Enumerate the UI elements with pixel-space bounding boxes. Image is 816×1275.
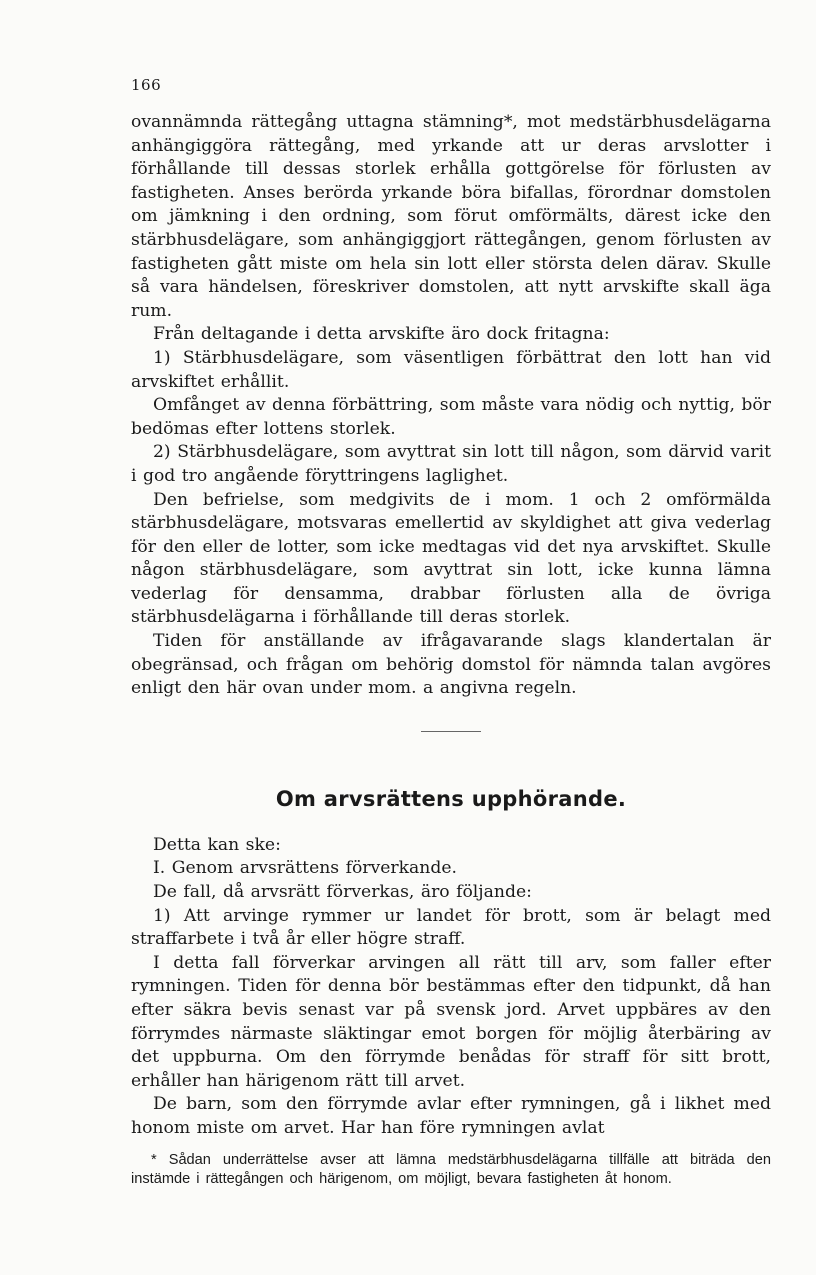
page-number: 166 xyxy=(131,76,162,94)
paragraph: 1) Att arvinge rymmer ur landet för brott, som är belagt med straffarbete i två år eller högre straff. xyxy=(131,905,771,950)
paragraph: ovannämnda rättegång uttagna stämning*, mot medstärbhusdelägarna anhängiggöra rättegång, med yrkande att ur deras arvslotter i förhållande till dessas storlek erhålla gottgörelse för förlusten av fastigheten. Anses berörda yrkande böra bifallas, förordnar domstolen om jämkning i den ordning, som förut omförmälts, därest icke den stärbhusdelägare, som anhängiggjort rättegången, genom förlusten av fastigheten gått miste om hela sin lott eller största delen därav. Skulle så vara händelsen, föreskriver domstolen, att nytt arvskifte skall äga rum. xyxy=(131,112,771,321)
paragraph: Tiden för anställande av ifrågavarande slags klandertalan är obegränsad, och frågan om behörig domstol för nämnda talan avgöres enligt den här ovan under mom. a angivna regeln. xyxy=(131,631,771,699)
paragraph: De fall, då arvsrätt förverkas, äro följande: xyxy=(153,882,532,903)
paragraph: Detta kan ske: xyxy=(153,834,281,855)
document-page xyxy=(131,76,771,1189)
section-divider xyxy=(421,731,481,732)
paragraph: 2) Stärbhusdelägare, som avyttrat sin lott till någon, som därvid varit i god tro angående föryttringens laglighet. xyxy=(131,442,771,486)
section-heading: Om arvsrättens upphörande. xyxy=(275,786,627,811)
paragraph: Den befrielse, som medgivits de i mom. 1 och 2 omförmälda stärbhusdelägare, motsvaras emellertid av skyldighet att giva vederlag för den eller de lotter, som icke medtagas vid det nya arvskiftet. Skulle någon stärbhusdelägare, som avyttrat sin lott, icke kunna lämna vederlag för densamma, drabbar förlusten alla de övriga stärbhusdelägarna i förhållande till deras storlek. xyxy=(131,489,771,628)
paragraph: Omfånget av denna förbättring, som måste vara nödig och nyttig, bör bedömas efter lottens storlek. xyxy=(131,395,771,439)
body-text-bottom xyxy=(131,834,771,1141)
footnote: * Sådan underrättelse avser att lämna medstärbhusdelägarna tillfälle att biträda den instämde i rättegången och härigenom, om möjligt, bevara fastigheten åt honom. xyxy=(131,1151,771,1187)
paragraph: Från deltagande i detta arvskifte äro dock fritagna: xyxy=(153,324,610,345)
paragraph: I. Genom arvsrättens förverkande. xyxy=(153,858,457,879)
paragraph: 1) Stärbhusdelägare, som väsentligen förbättrat den lott han vid arvskiftet erhållit. xyxy=(131,347,771,392)
body-text-top xyxy=(131,111,771,701)
paragraph: De barn, som den förrymde avlar efter rymningen, gå i likhet med honom miste om arvet. Har han före rymningen avlat xyxy=(131,1094,771,1138)
paragraph: I detta fall förverkar arvingen all rätt till arv, som faller efter rymningen. Tiden för denna bör bestämmas efter den tidpunkt, då han efter säkra bevis senast var på svensk jord. Arvet uppbäres av den förrymdes närmaste släktingar emot borgen för möjlig återbäring av det uppburna. Om den förrymde benådas för straff för sitt brott, erhåller han härigenom rätt till arvet. xyxy=(131,952,771,1091)
